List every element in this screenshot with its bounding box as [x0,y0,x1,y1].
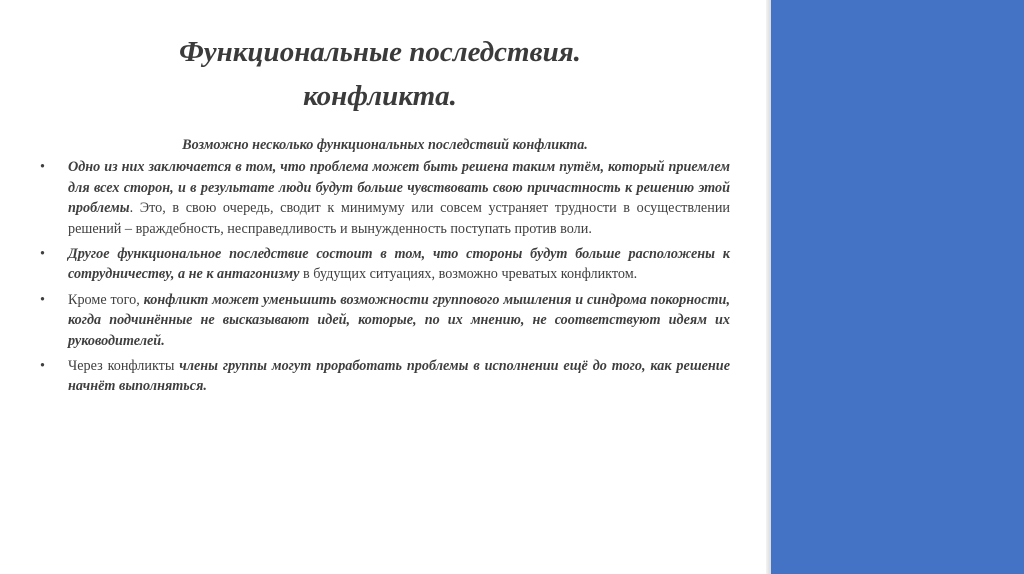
slide-body [40,135,730,402]
bullet-icon: • [40,291,45,308]
bullet-icon: • [40,246,45,263]
bullet-1-text: . Это, в свою очередь, сводит к минимуму или совсем устраняет трудности в осуществлении решений – враждебность, несправедливость и вынужденность поступать против воли. [68,200,730,237]
title-line-1: Функциональные последствия. [179,36,581,68]
bullet-list [40,157,730,396]
title-line-2: конфликта. [303,80,457,112]
side-panel [771,0,1024,574]
bullet-item-3 [40,290,730,351]
intro-text: Возможно несколько функциональных последствий конфликта. [182,137,588,153]
bullet-icon: • [40,159,45,176]
bullet-2-emphasis: Другое функциональное последствие состоит в том, что стороны будут больше расположены к сотрудничеству, а не к антагонизму [68,246,730,283]
bullet-icon: • [40,358,45,375]
bullet-4-text: Через конфликты [68,358,180,375]
bullet-3-text: Кроме того, [68,291,144,308]
bullet-item-4 [40,356,730,397]
bullet-2-text: в будущих ситуациях, возможно чреватых конфликтом. [299,266,638,283]
slide-title [100,30,660,118]
bullet-3-emphasis: конфликт может уменьшить возможности группового мышления и синдрома покорности, когда подчинённые не высказывают идей, которые, по их мнению, не соответствуют идеям их руководителей. [68,291,730,349]
bullet-4-emphasis: члены группы могут проработать проблемы в исполнении ещё до того, как решение начнёт выполняться. [68,358,730,395]
bullet-item-1 [40,157,730,239]
bullet-item-2 [40,244,730,285]
bullet-1-emphasis: Одно из них заключается в том, что проблема может быть решена таким путём, который приемлем для всех сторон, и в результате люди будут больше чувствовать свою причастность к решению этой проблемы [68,159,730,217]
